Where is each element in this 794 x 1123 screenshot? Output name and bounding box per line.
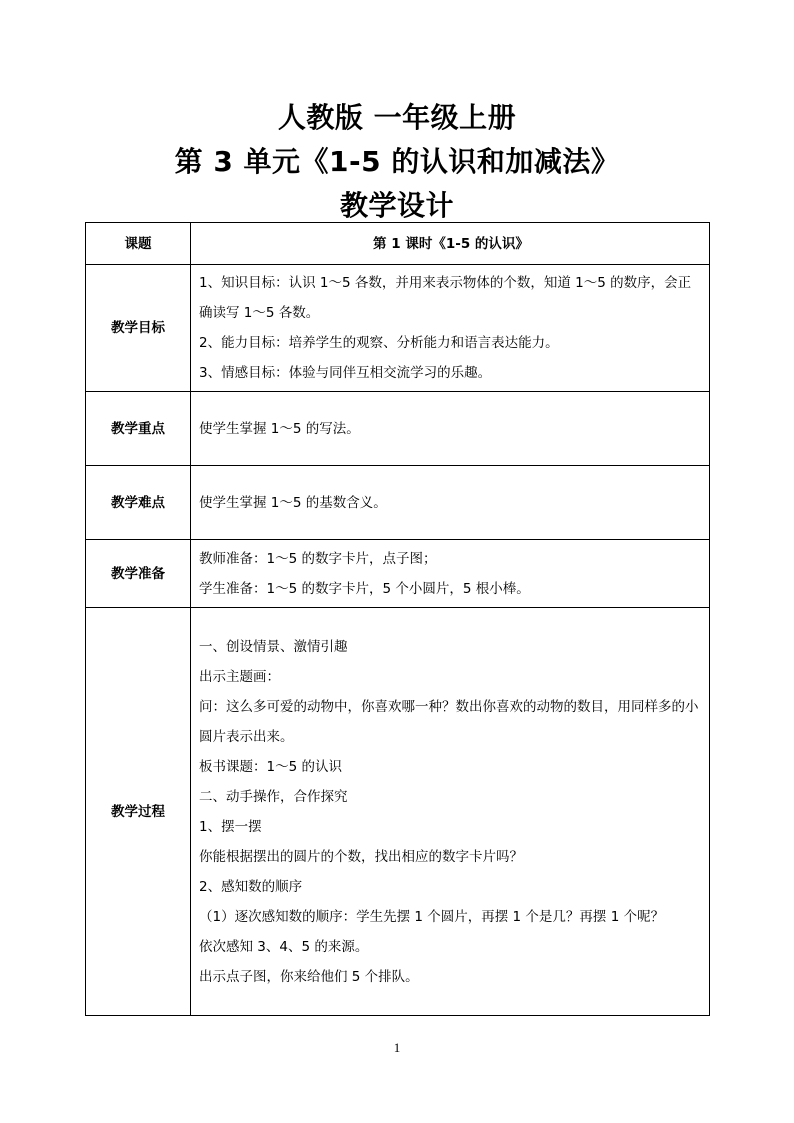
preparation-line-2: 学生准备：1～5 的数字卡片，5 个小圆片，5 根小棒。 [199, 580, 530, 597]
process-line-9: （1）逐次感知数的顺序：学生先摆 1 个圆片，再摆 1 个是几？再摆 1 个呢？ [199, 908, 665, 925]
process-line-8: 2、感知数的顺序 [199, 878, 303, 895]
goals-line-2: 2、能力目标：培养学生的观察、分析能力和语言表达能力。 [199, 335, 559, 351]
topic-label: 课题 [86, 223, 191, 265]
process-line-4: 板书课题：1～5 的认识 [199, 758, 342, 775]
goals-content [191, 265, 710, 392]
key-points-content: 使学生掌握 1～5 的写法。 [191, 392, 710, 466]
table-row-process [86, 608, 710, 1016]
table-row-key-points [86, 392, 710, 466]
difficulties-content: 使学生掌握 1～5 的基数含义。 [191, 466, 710, 540]
process-line-7: 你能根据摆出的圆片的个数，找出相应的数字卡片吗？ [199, 848, 523, 865]
title-line-3: 教学设计 [339, 189, 454, 222]
title-line-2: 第 3 单元《1-5 的认识和加减法》 [174, 145, 620, 178]
process-line-11: 出示点子图，你来给他们 5 个排队。 [199, 968, 419, 985]
process-label: 教学过程 [86, 608, 191, 1016]
process-line-3: 问：这么多可爱的动物中，你喜欢哪一种？数出你喜欢的动物的数目，用同样多的小圆片表示出来。 [199, 698, 699, 745]
document-title [0, 96, 794, 228]
table-row-difficulties [86, 466, 710, 540]
preparation-label: 教学准备 [86, 540, 191, 608]
title-line-1: 人教版 一年级上册 [277, 101, 517, 134]
difficulties-label: 教学难点 [86, 466, 191, 540]
process-content [191, 608, 710, 1016]
process-line-6: 1、摆一摆 [199, 818, 262, 835]
lesson-plan-table [85, 222, 710, 1016]
topic-value: 第 1 课时《1-5 的认识》 [191, 223, 710, 265]
preparation-content [191, 540, 710, 608]
goals-line-3: 3、情感目标：体验与同伴互相交流学习的乐趣。 [199, 365, 492, 381]
table-row-preparation [86, 540, 710, 608]
page-number: 1 [393, 1040, 401, 1055]
process-line-5: 二、动手操作，合作探究 [199, 788, 348, 805]
process-line-2: 出示主题画： [199, 668, 280, 685]
process-line-1: 一、创设情景、激情引趣 [199, 638, 348, 655]
preparation-line-1: 教师准备：1～5 的数字卡片，点子图； [199, 550, 437, 567]
table-row-topic [86, 223, 710, 265]
goals-line-1: 1、知识目标：认识 1～5 各数，并用来表示物体的个数，知道 1～5 的数序，会正确读写 1～5 各数。 [199, 275, 692, 321]
key-points-label: 教学重点 [86, 392, 191, 466]
table-row-goals [86, 265, 710, 392]
process-line-10: 依次感知 3、4、5 的来源。 [199, 938, 369, 955]
goals-label: 教学目标 [86, 265, 191, 392]
